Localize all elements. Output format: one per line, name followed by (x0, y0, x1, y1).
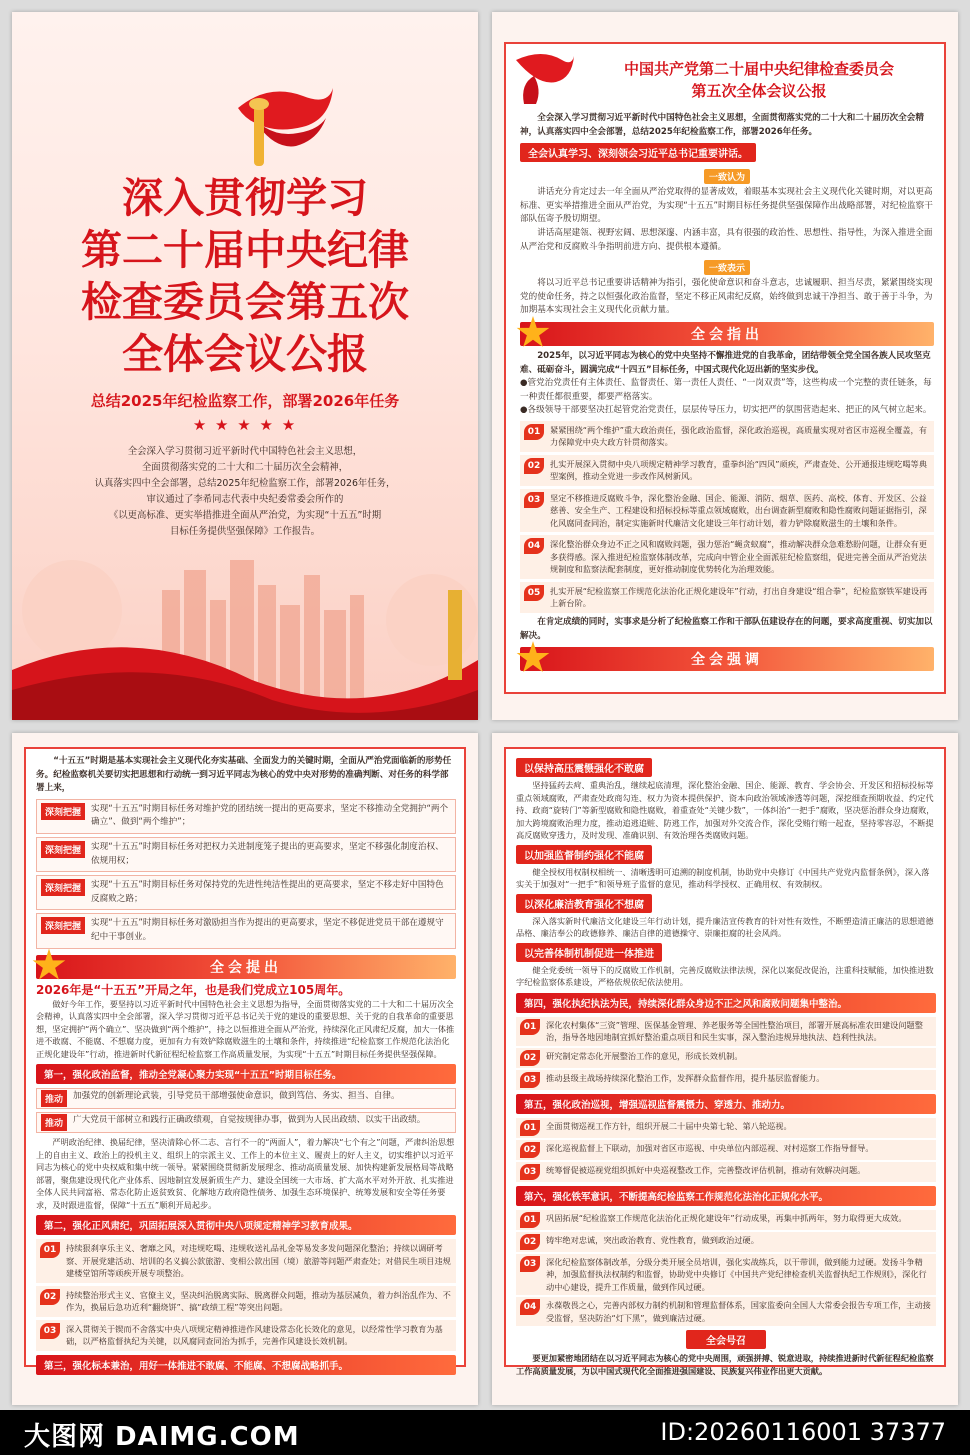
highlight-paragraph: 在肯定成绩的同时，实事求是分析了纪检监察工作和干部队伍建设存在的问题，要求高度重视、切实加以解决。 (520, 616, 933, 641)
star-icon (32, 949, 66, 983)
paragraph: 坚持猛药去疴、重典治乱，继续起底清理，深化整治金融、国企、能源、教育、学会协会、开发区和招标投标等重点领域腐败，严肃查处政商勾连、权力为资本提供保护、资本向政治领域渗透等问题，深挖细查预期收益、约定代持、政商“旋转门”等新型腐败和隐性腐败，着重查处“关键少数”，一体纠治“一把手”腐败，坚决惩治群众身边腐败，加大跨境腐败治理力度，推动追逃追赃、防逃工作，加强对外交流合作，深化受贿行贿一起查，坚持零容忍，不断提高反腐败穿透力，及时发现、准确识别、有效治理各类腐败问题。 (516, 780, 935, 840)
pill-label: 以深化廉洁教育强化不想腐 (516, 894, 652, 913)
pill-label: 以保持高压震慑强化不敢腐 (516, 758, 652, 777)
push-text: 加强党的创新理论武装，引导党员干部增强使命意识，做到笃信、务实、担当、自律。 (73, 1091, 400, 1102)
page-header (574, 58, 944, 102)
item-text: 统筹督促被巡视党组织抓好中央巡视整改工作，完善整改评估机制，推动有效解决问题。 (546, 1164, 866, 1175)
intro-line: 《以更高标准、更实举措推进全面从严治党，为实现“十五五”时期 (108, 510, 382, 521)
push-item (36, 1088, 456, 1109)
section-title: 全会指出 (691, 326, 763, 343)
party-flag-icon (512, 50, 576, 106)
item-text: 研究制定常态化开展整治工作的意见，形成长效机制。 (546, 1050, 743, 1061)
paragraph: 健全授权用权制权相统一、清晰透明可追溯的制度机制，协助党中央修订《中国共产党党内监督条例》，深入落实关于加强对“一把手”和领导班子监督的意见，推动科学授权、正确用权、有效制权。 (516, 866, 930, 889)
item-number: 01 (520, 1120, 540, 1136)
poster-page-2 (492, 12, 958, 720)
intro-line: 全面贯彻落实党的二十大和二十届历次全会精神， (141, 462, 349, 473)
numbered-item (516, 1017, 936, 1046)
pill-heading (520, 142, 934, 162)
numbered-item (516, 1232, 936, 1252)
grip-item (36, 799, 456, 834)
item-number: 04 (520, 1299, 540, 1315)
push-item (36, 1112, 456, 1133)
grip-tag: 深刻把握 (41, 917, 85, 934)
poster-cover (12, 12, 478, 720)
title-line: 第二十届中央纪律 (81, 226, 409, 274)
item-number: 03 (40, 1323, 60, 1339)
content-frame (504, 747, 946, 1376)
grip-item (36, 875, 456, 910)
numbered-item (520, 489, 934, 533)
item-text: 持续整治形式主义、官僚主义，坚决纠治脱离实际、脱离群众问题，推动为基层减负，着力纠治乱作为、不作为，换届后急功近利“翻烧饼”、搞“政绩工程”等突出问题。 (66, 1289, 451, 1313)
red-heading: 第三，强化标本兼治，用好一体推进不敢腐、不能腐、不想腐战略抓手。 (36, 1355, 456, 1375)
paragraph: 严明政治纪律、换届纪律，坚决清除心怀二志、言行不一的“两面人”，着力解决“七个有之”问题，严肃纠治思想上的自由主义、政治上的投机主义、组织上的宗派主义、工作上的本位主义、履责上的好人主义，切实维护以习近平同志为核心的党中央权威和集中统一领导。紧紧围绕贯彻新发展理念、推动高质量发展、加快构建新发展格局等战略部署，聚焦建设现代化产业体系、因地制宜发展新质生产力、建设全国统一大市场、扩大高水平对外开放、扎实推进全体人民共同富裕、常态化防止返贫致贫、化解地方政府隐性债务、加强生态环境保护、统筹发展和安全等任务要求，及时跟进监督，保障“十五五”顺利开局起步。 (36, 1137, 455, 1210)
bullet-paragraph: ●管党治党责任有主体责任、监督责任、第一责任人责任、“一岗双责”等，这些构成一个完整的责任链条，每一种责任都很重要，都要严格落实。 (520, 378, 932, 402)
grip-text: 实现“十五五”时期目标任务对保持党的先进性纯洁性提出的更高要求，坚定不移走好中国特色反腐败之路； (91, 880, 444, 904)
numbered-item (516, 1162, 936, 1182)
item-text: 深化巡视监督上下联动，加强对省区市巡视、中央单位内部巡视、对村巡察工作指导督导。 (546, 1142, 874, 1153)
item-number: 02 (520, 1142, 540, 1158)
numbered-item (516, 1297, 936, 1326)
title-line: 全体会议公报 (122, 330, 368, 378)
numbered-item (516, 1140, 936, 1160)
intro-line: 审议通过了李希同志代表中央纪委常委会所作的 (146, 494, 344, 505)
item-text: 推动县级主战场持续深化整治工作，发挥群众监督作用，提升基层监督能力。 (546, 1072, 825, 1083)
item-number: 03 (520, 1164, 540, 1180)
stars-divider: ★ ★ ★ ★ ★ (192, 416, 298, 434)
paragraph: 做好今年工作，要坚持以习近平新时代中国特色社会主义思想为指导，全面贯彻落实党的二十大和二十届历次全会精神，认真落实四中全会部署，深入学习贯彻习近平总书记关于党的建设的重要思想、关于党的自我革命的重要思想，坚定拥护“两个确立”、坚决做到“两个维护”，持之以恒推进全面从严治党，持续深化正风肃纪反腐，加大一体推进不敢腐、不能腐、不想腐力度，更加有力有效铲除腐败滋生的土壤和条件，持续推进“纪检监察工作规范化法治化正规化建设年”行动，推进新时代新征程纪检监察工作高质量发展，为实现“十五五”时期目标任务提供坚强保障。 (36, 998, 455, 1059)
item-number: 01 (524, 424, 544, 440)
numbered-item (516, 1118, 936, 1138)
item-number: 01 (520, 1019, 540, 1035)
closing-paragraph: 要更加紧密地团结在以习近平同志为核心的党中央周围，顽强拼搏、锐意进取，持续推进新时代新征程纪检监察工作高质量发展，为以中国式现代化全面推进强国建设、民族复兴伟业作出更大贡献。 (516, 1353, 934, 1376)
content-frame (24, 747, 466, 1372)
item-number: 02 (524, 458, 544, 474)
push-tag: 推动 (41, 1114, 67, 1131)
paragraph: 深入落实新时代廉洁文化建设三年行动计划，提升廉洁宣传教育的针对性有效性，不断塑造清正廉洁的思想道德品格、廉洁奉公的政德修养、廉洁自律的道德操守、崇廉拒腐的社会风尚。 (516, 915, 934, 938)
red-heading: 第一，强化政治监督，推动全党凝心聚力实现“十五五”时期目标任务。 (36, 1064, 456, 1084)
item-text: 深化整治群众身边不正之风和腐败问题，强力惩治“蝇贪蚁腐”，推动解决群众急难愁盼问题，让群众有更多获得感。深入推进纪检监察体制改革，完成向中管企业全面派驻纪检监察组，促进完善全面从严治党法规制度和监察法配套制度，更好推动制度优势转化为治理效能。 (550, 539, 927, 575)
section-banner (520, 647, 934, 671)
item-number: 05 (524, 585, 544, 601)
item-number: 03 (524, 492, 544, 508)
grip-item (36, 913, 456, 948)
numbered-item (516, 1048, 936, 1068)
grip-item (36, 837, 456, 872)
intro-text: 全会深入学习贯彻习近平新时代中国特色社会主义思想，全面贯彻落实党的二十大和二十届历次全会精神，认真落实四中全会部署，总结2025年纪检监察工作，部署2026年任务。 (520, 113, 924, 137)
star-icon (516, 316, 550, 350)
poster-page-3 (12, 733, 478, 1405)
highlight-paragraph: 2025年，以习近平同志为核心的党中央坚持不懈推进党的自我革命，团结带领全党全国各族人民攻坚克难、砥砺奋斗，圆满完成“十四五”目标任务，中国式现代化迈出新的坚实步伐。 (520, 350, 931, 375)
numbered-item (516, 1070, 936, 1090)
pill-heading (516, 757, 936, 777)
content-frame (504, 42, 946, 694)
push-tag: 推动 (41, 1090, 67, 1107)
item-text: 扎实开展深入贯彻中央八项规定精神学习教育，重拳纠治“四风”顽疾，严肃查处、公开通报违规吃喝等典型案例，推动全党进一步改作风树新风。 (550, 458, 927, 482)
numbered-item (516, 1210, 936, 1230)
item-text: 深化农村集体“三资”管理、医保基金管理、养老服务等全国性整治项目，部署开展高标准农田建设问题整治，指导各地因地制宜抓好整治重点项目和民生实事，深入整治违规异地执法、趋利性执法。 (546, 1019, 923, 1042)
party-flag-torch-icon (218, 78, 338, 178)
paragraph: 讲话充分肯定过去一年全面从严治党取得的显著成效，着眼基本实现社会主义现代化关键时期，对以更高标准、更实举措推进全面从严治党，为实现“十五五”时期目标任务提供坚强保障作出战略部署，对纪检监察干部队伍寄予殷切期望。 (520, 187, 933, 225)
subheading-label: 一致认为 (704, 169, 750, 184)
item-text: 永葆敬畏之心，完善内部权力制约机制和管理监督体系，国家监委向全国人大常委会报告专项工作，主动接受监督，坚决防治“灯下黑”，做到廉洁过硬。 (546, 1300, 931, 1323)
pill-label: 全会认真学习、深刻领会习近平总书记重要讲话。 (520, 143, 756, 162)
numbered-item (520, 582, 934, 613)
numbered-item (520, 455, 934, 486)
grip-text: 实现“十五五”时期目标任务对把权力关进制度笼子提出的更高要求，坚定不移强化制度治权、依规用权； (91, 841, 444, 866)
poster-page-4 (492, 733, 958, 1405)
site-watermark: 大图网 DAIMG.COM (24, 1422, 300, 1452)
headline: 2026年是“十五五”开局之年，也是我们党成立105周年。 (36, 982, 351, 997)
section-banner (36, 955, 456, 979)
title-line: 检查委员会第五次 (81, 278, 409, 326)
content-column (36, 755, 456, 1379)
city-skyline-illustration (12, 550, 478, 720)
item-text: 坚定不移推进反腐败斗争，深化整治金融、国企、能源、消防、烟草、医药、高校、体育、开发区、公益慈善、安全生产、工程建设和招标投标等重点领域腐败，出台调查新型腐败和隐性腐败问题证据指引，深化风腐同查同治，制定实施新时代廉洁文化建设三年行动计划，着力铲除腐败滋生的土壤和条件。 (550, 492, 927, 528)
subheading (520, 165, 934, 184)
section-banner (520, 322, 934, 346)
item-number: 03 (520, 1072, 540, 1088)
grip-tag: 深刻把握 (41, 841, 85, 858)
subheading (520, 256, 934, 275)
item-number: 02 (40, 1289, 60, 1305)
grip-tag: 深刻把握 (41, 803, 85, 820)
item-number: 02 (520, 1050, 540, 1066)
cover-title (12, 172, 478, 380)
intro-line: 全会深入学习贯彻习近平新时代中国特色社会主义思想， (127, 446, 363, 457)
section-title: 全会提出 (210, 959, 282, 976)
header-line: 第五次全体会议公报 (691, 82, 827, 100)
paragraph: 讲话高屋建瓴、视野宏阔、思想深邃、内涵丰富，具有很强的政治性、思想性、指导性，为深入推进全面从严治党和反腐败斗争指明前进方向、提供根本遵循。 (520, 227, 933, 252)
item-number: 02 (520, 1234, 540, 1250)
item-text: 紧紧围绕“两个维护”重大政治责任，强化政治监督，深化政治巡视，高质量实现对省区市巡视全覆盖，有力保障党中央大政方针贯彻落实。 (550, 424, 927, 448)
item-text: 巩固拓展“纪检监察工作规范化法治化正规化建设年”行动成果，再集中抓两年，努力取得更大成效。 (546, 1212, 907, 1223)
grip-text: 实现“十五五”时期目标任务对激励担当作为提出的更高要求，坚定不移促进党员干部在遵规守纪中干事创业。 (91, 918, 444, 942)
intro-line: 认真落实四中全会部署，总结2025年纪检监察工作，部署2026年任务， (94, 478, 396, 489)
item-text: 扎实开展“纪检监察工作规范化法治化正规化建设年”行动，打出自身建设“组合拳”，纪检监察铁军建设再上新台阶。 (550, 585, 928, 609)
watermark-footer (0, 1410, 970, 1455)
bullet-paragraph: ●各级领导干部要坚决扛起管党治党责任，层层传导压力，切实把严的氛围营造起来、把正的风气树立起来。 (520, 405, 932, 416)
item-text: 全面贯彻巡视工作方针，组织开展二十届中央第七轮、第八轮巡视。 (546, 1120, 792, 1131)
numbered-item (36, 1286, 456, 1317)
title-line: 深入贯彻学习 (122, 174, 368, 222)
numbered-item (36, 1239, 456, 1283)
image-id: ID:20260116001 37377 (660, 1418, 946, 1446)
intro-line: 目标任务提供坚强保障》工作报告。 (169, 526, 320, 537)
push-text: 广大党员干部树立和践行正确政绩观，自觉按规律办事，做到为人民出政绩、以实干出政绩。 (73, 1115, 426, 1126)
subheading-label: 全会号召 (686, 1330, 766, 1349)
item-text: 持续狠刹享乐主义、奢靡之风，对违规吃喝、违规收送礼品礼金等易发多发问题深化整治；持续以调研考察、开展党建活动、培训的名义搞公款旅游、变相公款出国（境）旅游等问题严肃查处；对借民生项目违规建楼堂馆所等顽疾开展专项整治。 (66, 1243, 451, 1279)
red-heading: 第二，强化正风肃纪，巩固拓展深入贯彻中央八项规定精神学习教育成果。 (36, 1215, 456, 1235)
grip-tag: 深刻把握 (41, 879, 85, 896)
item-number: 04 (524, 538, 544, 554)
item-number: 03 (520, 1256, 540, 1272)
item-text: 铸牢绝对忠诚，突出政治教育、党性教育，做到政治过硬。 (546, 1234, 759, 1245)
cover-intro (42, 444, 448, 540)
item-number: 01 (40, 1242, 60, 1258)
item-text: 深入贯彻关于锲而不舍落实中央八项规定精神推进作风建设常态化长效化的意见，以经常性学习教育为基础，以严格监督执纪为关键，以风腐同查同治为抓手，完善作风建设长效机制。 (66, 1323, 443, 1347)
subheading-label: 一致表示 (704, 260, 750, 275)
header-line: 中国共产党第二十届中央纪律检查委员会 (623, 60, 894, 78)
pill-heading (516, 844, 936, 864)
item-text: 深化纪检监察体制改革，分级分类开展全员培训，强化实战练兵，以干带训，做到能力过硬。发扬斗争精神，加强监督执法权制约和监督，协助党中央修订《中国共产党纪律检查机关监督执纪工作规则》，深化行动中心建设，提升工作质量，做到作风过硬。 (546, 1256, 927, 1292)
numbered-item (516, 1254, 936, 1296)
item-number: 01 (520, 1212, 540, 1228)
content-column (520, 112, 934, 675)
pill-heading (516, 942, 936, 962)
red-heading: 第六，强化铁军意识，不断提高纪检监察工作规范化法治化正规化水平。 (516, 1186, 936, 1206)
pill-label: 以完善体制机制促进一体推进 (516, 943, 662, 962)
pill-heading (516, 893, 936, 913)
paragraph: 将以习近平总书记重要讲话精神为指引，强化使命意识和奋斗意志，忠诚履职、担当尽责，紧紧围绕实现党的使命任务，持之以恒强化政治监督，坚定不移正风肃纪反腐，始终做到忠诚干净担当、敢于善于斗争，为加期基本实现社会主义现代化贡献力量。 (520, 278, 933, 316)
subheading (516, 1329, 936, 1349)
section-title: 全会强调 (691, 652, 763, 669)
pill-label: 以加强监督制约强化不能腐 (516, 845, 652, 864)
paragraph: 健全党委统一领导下的反腐败工作机制，完善反腐败法律法规，深化以案促改促治，注重科技赋能，加快推进数字纪检监察体系建设，严格依规依纪依法使用。 (516, 964, 934, 987)
cover-subtitle: 总结2025年纪检监察工作，部署2026年任务 (90, 392, 400, 410)
star-icon (516, 641, 550, 675)
numbered-item (520, 421, 934, 452)
red-heading: 第五，强化政治巡视，增强巡视监督震慑力、穿透力、推动力。 (516, 1094, 936, 1114)
red-heading: 第四，强化执纪执法为民，持续深化群众身边不正之风和腐败问题集中整治。 (516, 993, 936, 1013)
content-column (516, 755, 936, 1377)
numbered-item (520, 535, 934, 579)
highlight-paragraph: “十五五”时期是基本实现社会主义现代化夯实基础、全面发力的关键时期，全面从严治党面临新的形势任务。纪检监察机关要切实把思想和行动统一到习近平同志为核心的党中央对形势的准确判断、对任务的科学部署上来， (36, 756, 452, 794)
numbered-item (36, 1320, 456, 1351)
grip-text: 实现“十五五”时期目标任务对维护党的团结统一提出的更高要求，坚定不移推动全党拥护“两个确立”、做到“两个维护”； (91, 803, 449, 828)
